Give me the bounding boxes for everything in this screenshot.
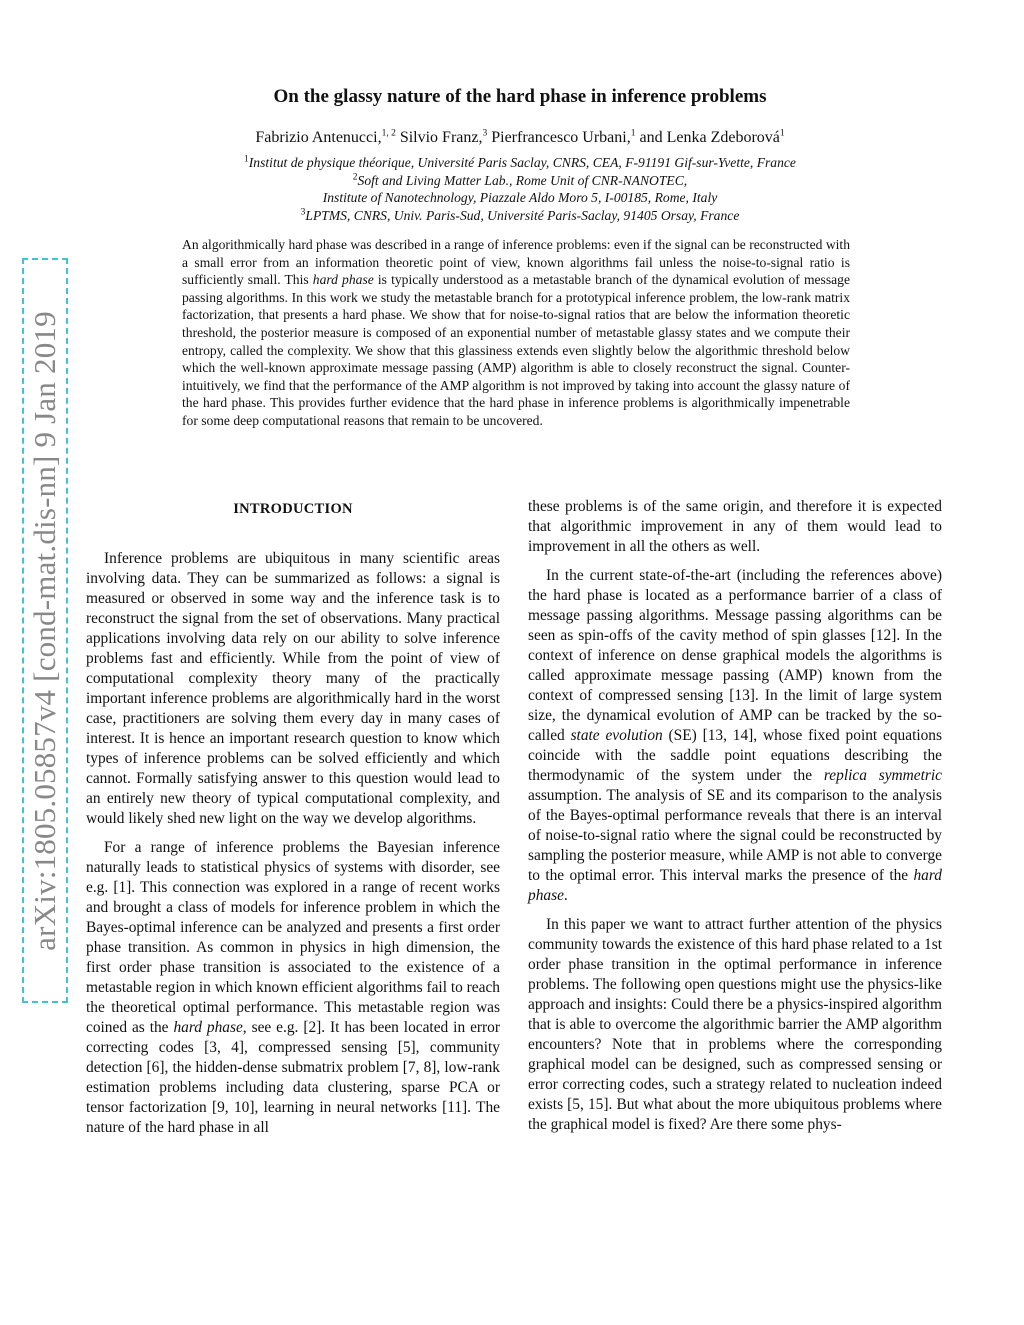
paragraph: In this paper we want to attract further attention of the physics community towards the existence of this hard phase related to a 1st order phase transition in the optimal performance in inference problems. The following open questions might use the physics-like approach and insights: Could there be a physics-inspired algorithm that is able to overcome the algorithmic barrier the AMP algorithm encounters? Note that in problems where the corresponding graphical model can be designed, such as compressed sensing or error correcting codes, such a strategy related to nucleation indeed exists [5, 15]. But what about the more ubiquitous problems where the graphical model is fixed? Are there some phys- <box>528 916 942 1133</box>
paragraph-text: , see e.g. [2]. It has been located in error correcting codes [3, 4], compressed sensing [5], community detection [6], the hidden-dense submatrix problem [7, 8], low-rank estimation problems including data clustering, sparse PCA or tensor factorization [9, 10], learning in neural networks [11]. The nature of the hard phase in all <box>86 1019 500 1136</box>
affil-mark: 2 <box>352 171 358 182</box>
arxiv-id: arXiv:1805.05857v4 [cond-mat.dis-nn] 9 Jan 2019 <box>27 310 63 951</box>
abstract <box>182 236 850 430</box>
paragraph-text: assumption. The analysis of SE and its comparison to the analysis of the Bayes-optimal performance reveals that there is an interval of noise-to-signal ratio where the signal could be reconstructed by sampling the posterior measure, while AMP is not able to converge to the optimal error. This interval marks the presence of the <box>528 787 942 884</box>
abstract-emphasis: hard phase <box>312 272 374 288</box>
affil-text: LPTMS, CNRS, Univ. Paris-Sud, Université Paris-Saclay, 91405 Orsay, France <box>305 207 740 223</box>
emphasis: hard phase <box>173 1019 243 1036</box>
emphasis: hard phase <box>528 867 942 904</box>
author-affil-mark: 1, 2 <box>381 128 396 139</box>
affil-mark: 1 <box>244 154 249 165</box>
affiliation-line <box>110 172 930 190</box>
left-column <box>86 495 500 1147</box>
section-heading-introduction: INTRODUCTION <box>233 501 353 517</box>
paragraph-text: (SE) [13, 14], whose fixed point equations coincide with the saddle point equations describing the thermodynamic of the system under the <box>528 727 942 784</box>
emphasis: state evolution <box>570 727 663 744</box>
paragraph-text: . <box>563 887 568 904</box>
author-list <box>110 129 930 147</box>
abstract-text: An algorithmically hard phase was described in a range of inference problems: even if the signal can be reconstructed with a small error from an information theoretic point of view, known algorithms fail unless the noise-to-signal ratio is sufficiently small. This <box>182 237 850 288</box>
affiliation-line <box>110 154 930 172</box>
paragraph <box>528 566 942 906</box>
affil-text: Institut de physique théorique, Université Paris Saclay, CNRS, CEA, F-91191 Gif-sur-Yvette, France <box>248 155 796 170</box>
paragraph <box>86 838 500 1138</box>
emphasis: replica symmetric <box>823 767 942 784</box>
abstract-text: is typically understood as a metastable branch of the dynamical evolution of message passing algorithms. In this work we study the metastable branch for a prototypical inference problem, the low-rank matrix factorization, that presents a hard phase. We show that for noise-to-signal ratios that are below the information theoretic threshold, the posterior measure is composed of an exponential number of metastable glassy states and we compute their entropy, called the complexity. We show that this glassiness extends even slightly below the algorithmic threshold below which the well-known approximate message passing (AMP) algorithm is able to closely reconstruct the signal. Counter-intuitively, we find that the performance of the AMP algorithm is not improved by taking into account the glassy nature of the hard phase. This provides further evidence that the hard phase in inference problems is algorithmically impenetrable for some deep computational reasons that remain to be uncovered. <box>182 272 850 428</box>
right-column <box>528 497 942 1144</box>
paragraph-text: For a range of inference problems the Bayesian inference naturally leads to statistical physics of systems with disorder, see e.g. [1]. This connection was explored in a range of recent works and brought a class of models for inference problem in which the Bayes-optimal inference can be analyzed and presents a first order phase transition. As common in physics in high dimension, the first order phase transition is associated to the existence of a metastable region in which known efficient algorithms fail to reach the theoretical optimal performance. This metastable region was coined as the <box>86 839 500 1036</box>
paragraph: Inference problems are ubiquitous in many scientific areas involving data. They can be summarized as follows: a signal is measured or observed in some way and the inference task is to reconstruct the signal from the set of observations. Many practical applications involving data rely on our ability to solve inference problems fast and efficiently. While from the point of view of computational complexity theory many of the practically important inference problems are algorithmically hard in the worst case, practitioners are solving them every day in many cases of interest. It is hence an important research question to know which types of inference problems can be solved efficiently and which cannot. Formally satisfying answer to this question would lead to an entirely new theory of typical computational complexity, and would likely shed new light on the way we develop algorithms. <box>86 550 500 827</box>
arxiv-sidebar-stamp <box>22 258 68 1003</box>
paragraph-text: In the current state-of-the-art (including the references above) the hard phase is located as a performance barrier of a class of message passing algorithms. Message passing algorithms can be seen as spin-offs of the cavity method of spin glasses [12]. In the context of inference on dense graphical models the algorithms is called approximate message passing (AMP) known from the context of compressed sensing [13]. In the limit of large system size, the dynamical evolution of AMP can be tracked by the so-called <box>528 567 942 744</box>
author-affil-mark: 1 <box>630 128 636 139</box>
author-name: Silvio Franz, <box>399 129 483 146</box>
author-affil-mark: 1 <box>779 128 785 139</box>
author-name: Fabrizio Antenucci, <box>255 129 382 146</box>
affiliations <box>110 154 930 224</box>
affil-mark: 3 <box>300 206 306 217</box>
author-affil-mark: 3 <box>482 128 488 139</box>
affil-text: Institute of Nanotechnology, Piazzale Aldo Moro 5, I-00185, Rome, Italy <box>322 190 718 205</box>
paragraph: these problems is of the same origin, and therefore it is expected that algorithmic improvement in any of them would lead to improvement in all the others as well. <box>528 498 942 555</box>
affiliation-line <box>110 189 930 207</box>
affiliation-line <box>110 207 930 225</box>
paper-title: On the glassy nature of the hard phase in inference problems <box>273 86 767 107</box>
author-name: and Lenka Zdeborová <box>639 129 780 146</box>
affil-text: Soft and Living Matter Lab., Rome Unit of CNR-NANOTEC, <box>357 172 688 188</box>
author-name: Pierfrancesco Urbani, <box>491 129 631 146</box>
